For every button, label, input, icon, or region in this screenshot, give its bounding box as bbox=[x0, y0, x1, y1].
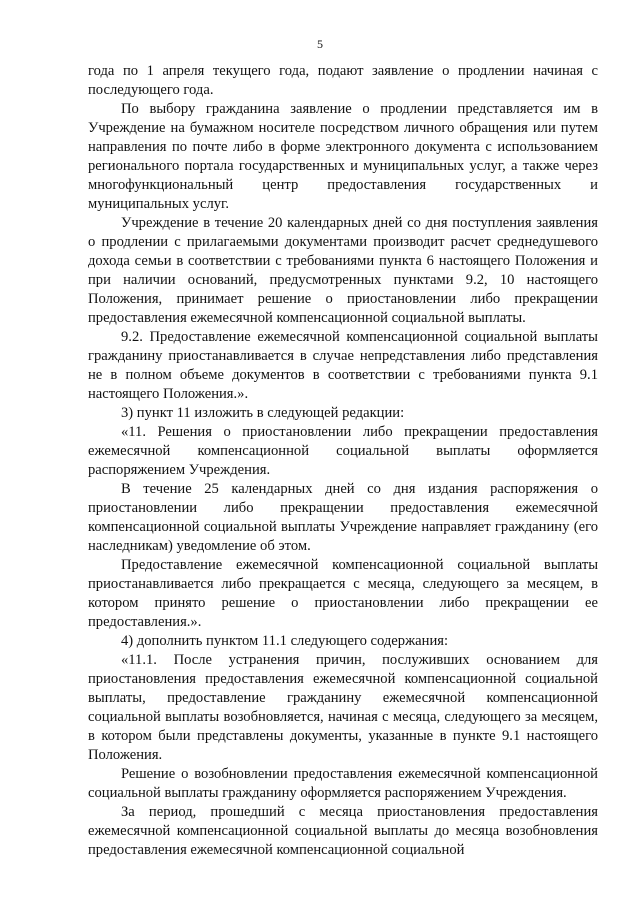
page-number: 5 bbox=[317, 37, 323, 51]
paragraph-calculation: Учреждение в течение 20 календарных дней со дня поступления заявления о продлении с прилагаемыми документами производит расчет среднедушевого дохода семьи в соответствии с требованиями пункта 6 настоящего Положения и при наличии оснований, предусмотренных пунктами 9.2, 10 настоящего Положения, принимает решение о приостановлении либо прекращении предоставления ежемесячной компенсационной социальной выплаты. bbox=[88, 215, 598, 326]
paragraph-suspension-period: Предоставление ежемесячной компенсационной социальной выплаты приостанавливается либо прекращается с месяца, следующего за месяцем, в котором принято решение о приостановлении либо прекращении ее предоставления.». bbox=[88, 557, 598, 630]
paragraph-resumption-decision: Решение о возобновлении предоставления ежемесячной компенсационной социальной выплаты гражданину оформляется распоряжением Учреждения. bbox=[88, 766, 598, 801]
paragraph-continuation: года по 1 апреля текущего года, подают заявление о продлении начиная с последующего года. bbox=[88, 63, 598, 98]
paragraph-submission-method: По выбору гражданина заявление о продлении представляется им в Учреждение на бумажном носителе посредством личного обращения или путем направления по почте либо в форме электронного документа с использованием регионального портала государственных и муниципальных услуг, а также через многофункциональный центр предоставления государственных и муниципальных услуг. bbox=[88, 101, 598, 212]
paragraph-clause-11: «11. Решения о приостановлении либо прекращении предоставления ежемесячной компенсационной социальной выплаты оформляется распоряжением Учреждения. bbox=[88, 424, 598, 478]
paragraph-notification: В течение 25 календарных дней со дня издания распоряжения о приостановлении либо прекращении предоставления ежемесячной компенсационной социальной выплаты Учреждение направляет гражданину (его наследникам) уведомление об этом. bbox=[88, 481, 598, 554]
paragraph-clause-9-2: 9.2. Предоставление ежемесячной компенсационной социальной выплаты гражданину приостанавливается в случае непредставления либо представления не в полном объеме документов в соответствии с требованиями пункта 9.1 настоящего Положения.». bbox=[88, 329, 598, 402]
paragraph-period-payment: За период, прошедший с месяца приостановления предоставления ежемесячной компенсационной социальной выплаты до месяца возобновления предоставления ежемесячной компенсационной социальной bbox=[88, 804, 598, 858]
document-body bbox=[88, 62, 598, 860]
paragraph-clause-11-1: «11.1. После устранения причин, послуживших основанием для приостановления предоставления ежемесячной компенсационной социальной выплаты, предоставление гражданину ежемесячной компенсационной социальной выплаты возобновляется, начиная с месяца, следующего за месяцем, в котором были представлены документы, указанные в пункте 9.1 настоящего Положения. bbox=[88, 652, 598, 763]
paragraph-amendment-4: 4) дополнить пунктом 11.1 следующего содержания: bbox=[121, 633, 449, 649]
paragraph-amendment-3: 3) пункт 11 изложить в следующей редакции: bbox=[121, 405, 405, 421]
